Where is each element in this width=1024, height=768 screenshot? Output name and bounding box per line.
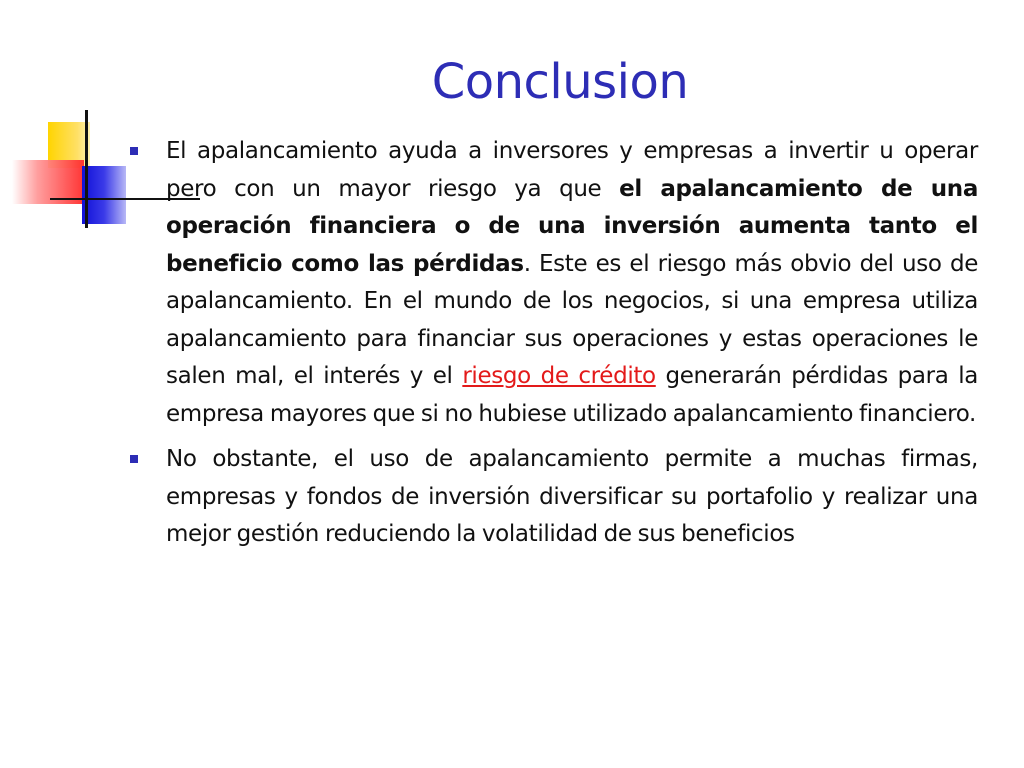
bullet-item	[128, 441, 978, 554]
vertical-line-shape	[85, 110, 88, 228]
bullet-item	[128, 133, 978, 433]
square-bullet-icon	[130, 455, 138, 463]
square-bullet-icon	[130, 147, 138, 155]
bold-text: el apalancamiento de una operación financiera o de una inversión aumenta tanto el beneficio como las pérdidas	[166, 175, 978, 277]
bullet-text: generarán pérdidas para la empresa mayores que si no hubiese utilizado apalancamiento financiero.	[166, 363, 978, 427]
bullet-text: . Este es el riesgo más obvio del uso de apalancamiento. En el mundo de los negocios, si una empresa utiliza apalancamiento para financiar sus operaciones y estas operaciones le salen mal, el interés y el	[166, 250, 978, 389]
blue-square-shape	[82, 166, 126, 224]
bullet-text: El apalancamiento ayuda a inversores y empresas a invertir u operar pero con un mayor riesgo ya que	[166, 138, 978, 202]
bullet-text: No obstante, el uso de apalancamiento permite a muchas firmas, empresas y fondos de inversión diversificar su portafolio y realizar una mejor gestión reduciendo la volatilidad de sus beneficios	[166, 446, 978, 547]
riesgo-de-credito-link[interactable]: riesgo de crédito	[462, 363, 656, 389]
bullet-list	[128, 133, 978, 562]
slide-title: Conclusion	[431, 54, 689, 110]
